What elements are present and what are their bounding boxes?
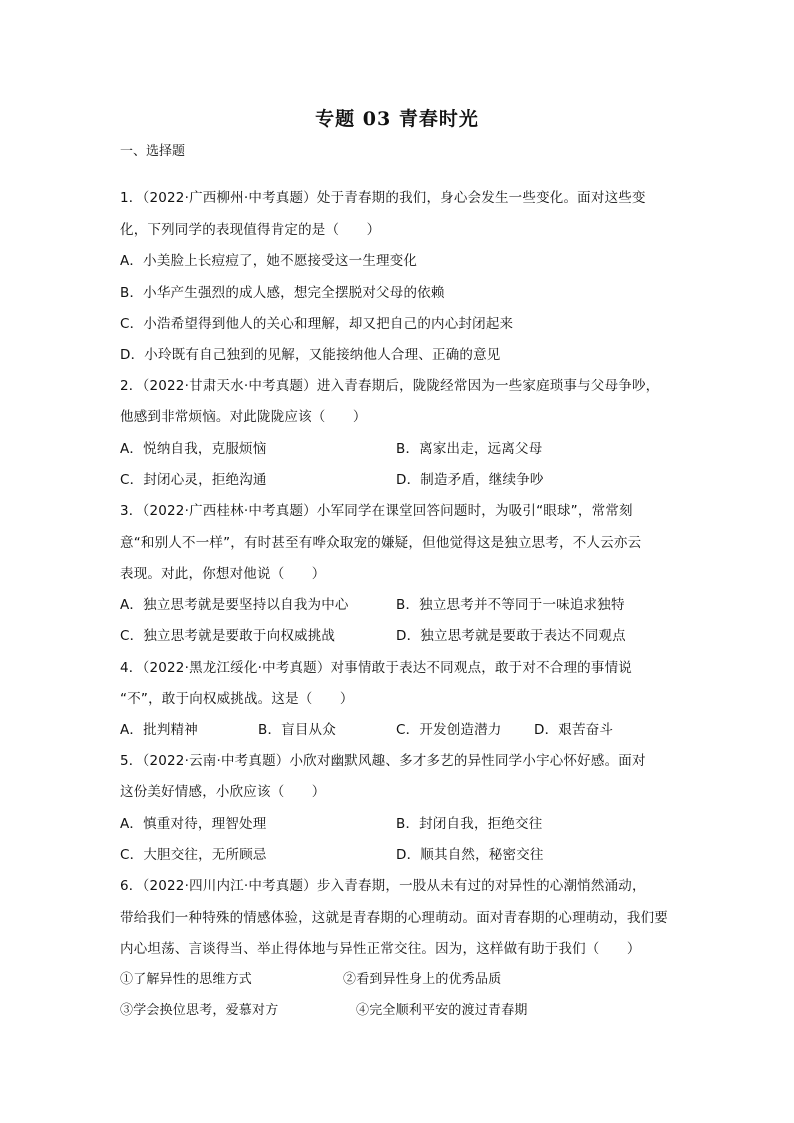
section-heading: 一、选择题	[120, 144, 186, 159]
question-2-option-d: D．制造矛盾，继续争吵	[396, 472, 544, 488]
question-6-option-3: ③学会换位思考，爱慕对方	[120, 1003, 279, 1018]
question-4-option-c: C．开发创造潜力	[396, 722, 502, 738]
question-6-line-3: 内心坦荡、言谈得当、举止得体地与异性正常交往。因为，这样做有助于我们（ ）	[120, 941, 641, 957]
question-6-option-1: ①了解异性的思维方式	[120, 972, 253, 987]
question-6-option-4: ④完全顺利平安的渡过青春期	[356, 1003, 528, 1018]
question-2-line-1: 2．（2022·甘肃天水·中考真题）进入青春期后，陇陇经常因为一些家庭琐事与父母争吵，	[120, 378, 660, 394]
question-2-option-a: A．悦纳自我，克服烦恼	[120, 441, 267, 457]
question-4-option-b: B．盲目从众	[258, 722, 336, 738]
question-3-option-a: A．独立思考就是要坚持以自我为中心	[120, 597, 349, 613]
question-3-line-1: 3．（2022·广西桂林·中考真题）小军同学在课堂回答问题时，为吸引“眼球”，常常刻	[120, 503, 633, 519]
question-6-option-2: ②看到异性身上的优秀品质	[343, 972, 502, 987]
question-1-option-a: A．小美脸上长痘痘了，她不愿接受这一生理变化	[120, 253, 418, 269]
question-4-option-d: D．艰苦奋斗	[534, 722, 614, 738]
question-3-option-c: C．独立思考就是要敢于向权威挑战	[120, 628, 336, 644]
question-2-line-2: 他感到非常烦恼。对此陇陇应该（ ）	[120, 409, 367, 425]
question-5-option-d: D．顺其自然，秘密交往	[396, 847, 544, 863]
question-3-line-2: 意“和别人不一样”，有时甚至有哗众取宠的嫌疑，但他觉得这是独立思考，不人云亦云	[120, 535, 642, 551]
question-1-option-c: C．小浩希望得到他人的关心和理解，却又把自己的内心封闭起来	[120, 316, 514, 332]
question-3-option-b: B．独立思考并不等同于一味追求独特	[396, 597, 625, 613]
question-1-option-b: B．小华产生强烈的成人感，想完全摆脱对父母的依赖	[120, 285, 445, 301]
question-2-option-c: C．封闭心灵，拒绝沟通	[120, 472, 267, 488]
question-5-option-c: C．大胆交往，无所顾忌	[120, 847, 267, 863]
question-1-line-2: 化，下列同学的表现值得肯定的是（ ）	[120, 222, 381, 238]
question-6-line-1: 6．（2022·四川内江·中考真题）步入青春期，一股从未有过的对异性的心潮悄然涌动，	[120, 878, 646, 894]
page-title: 专题 03 青春时光	[315, 108, 479, 130]
question-1-line-1: 1．（2022·广西柳州·中考真题）处于青春期的我们，身心会发生一些变化。面对这些变	[120, 190, 646, 206]
question-1-option-d: D．小玲既有自己独到的见解，又能接纳他人合理、正确的意见	[120, 347, 501, 363]
question-4-option-a: A．批判精神	[120, 722, 198, 738]
question-2-option-b: B．离家出走，远离父母	[396, 441, 543, 457]
question-5-option-b: B．封闭自我，拒绝交往	[396, 816, 543, 832]
question-3-line-3: 表现。对此，你想对他说（ ）	[120, 566, 326, 582]
question-4-line-1: 4．（2022·黑龙江绥化·中考真题）对事情敢于表达不同观点，敢于对不合理的事情说	[120, 660, 632, 676]
question-6-line-2: 带给我们一种特殊的情感体验，这就是青春期的心理萌动。面对青春期的心理萌动，我们要	[120, 910, 668, 926]
question-4-line-2: “不”，敢于向权威挑战。这是（ ）	[120, 691, 354, 707]
question-5-line-1: 5．（2022·云南·中考真题）小欣对幽默风趣、多才多艺的异性同学小宇心怀好感。面对	[120, 753, 646, 769]
question-5-line-2: 这份美好情感，小欣应该（ ）	[120, 784, 326, 800]
question-3-option-d: D．独立思考就是要敢于表达不同观点	[396, 628, 626, 644]
question-5-option-a: A．慎重对待，理智处理	[120, 816, 267, 832]
